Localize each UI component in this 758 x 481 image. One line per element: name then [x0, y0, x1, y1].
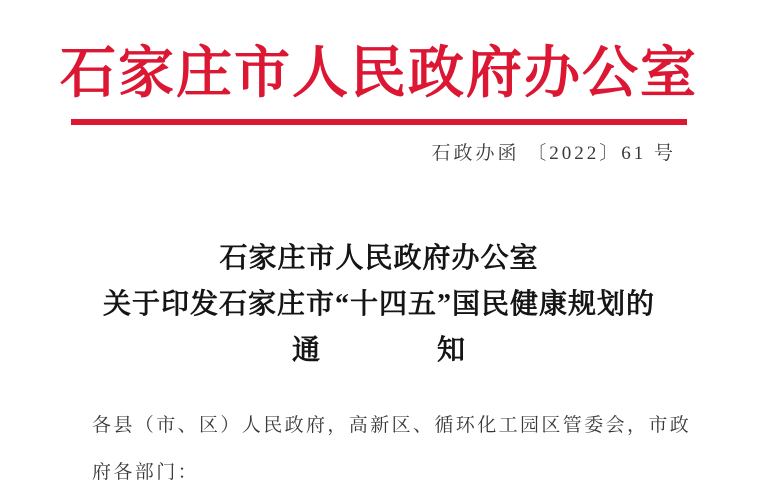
- title-line-3: 通 知: [291, 335, 466, 366]
- title-line-1: 石家庄市人民政府办公室: [219, 243, 539, 274]
- title-line-2: 关于印发石家庄市“十四五”国民健康规划的: [102, 289, 655, 320]
- letterhead-divider: [71, 119, 687, 125]
- document-body: [92, 402, 758, 481]
- salutation-line-2: 府各部门：: [92, 462, 200, 481]
- document-title: [0, 236, 758, 374]
- agency-masthead-title: 石家庄市人民政府办公室: [60, 43, 698, 105]
- salutation-line-1: 各县（市、区）人民政府，高新区、循环化工园区管委会，市政: [92, 415, 692, 436]
- document-number: 石政办函 〔2022〕61 号: [431, 143, 676, 164]
